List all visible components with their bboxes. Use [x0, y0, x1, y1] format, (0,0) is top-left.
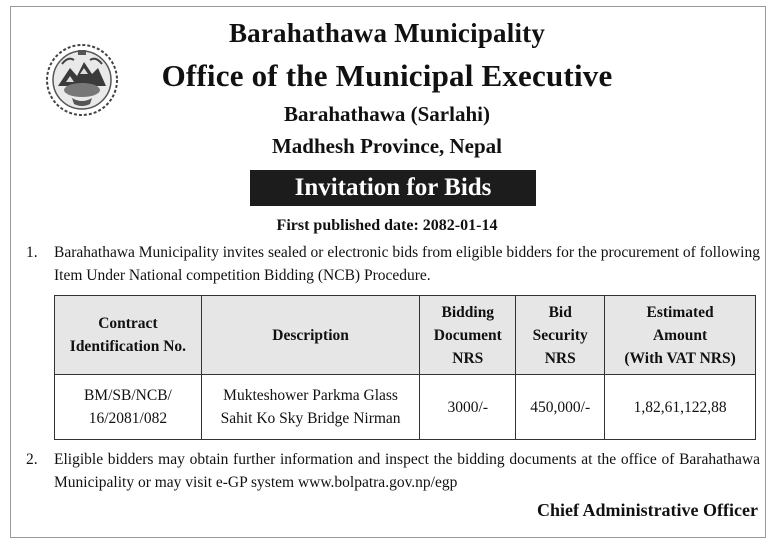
paragraph-2-text: Eligible bidders may obtain further information and inspect the bidding documents at the office of Barahathawa Municipality or may visit e-GP system www.bolpatra.gov.np/egp — [54, 451, 760, 491]
col-estimated-amount-line3: (With VAT NRS) — [624, 349, 736, 367]
cell-contract-id-line1: BM/SB/NCB/ — [83, 387, 172, 404]
table-row — [55, 375, 756, 440]
office-name: Office of the Municipal Executive — [161, 58, 613, 93]
municipality-name: Barahathawa Municipality — [228, 18, 546, 48]
cell-bid-security: 450,000/- — [516, 375, 605, 440]
col-estimated-amount — [605, 296, 756, 375]
col-bid-security-line3: NRS — [544, 349, 576, 367]
col-description: Description — [201, 296, 420, 375]
col-bid-security-line2: Security — [532, 326, 588, 344]
paragraph-1 — [26, 241, 760, 287]
invitation-banner: Invitation for Bids — [250, 170, 536, 206]
col-contract-id — [55, 296, 202, 375]
cell-contract-id-line2: 16/2081/082 — [88, 410, 168, 427]
col-contract-id-line2: Identification No. — [69, 338, 187, 355]
cell-bidding-document: 3000/- — [420, 375, 516, 440]
col-bidding-document-line2: Document — [433, 326, 502, 344]
col-estimated-amount-line1: Estimated — [646, 303, 714, 321]
bids-table — [54, 295, 756, 440]
cell-contract-id — [55, 375, 202, 440]
published-date: First published date: 2082-01-14 — [276, 217, 498, 234]
cell-description — [201, 375, 420, 440]
col-bidding-document — [420, 296, 516, 375]
paragraph-1-text: Barahathawa Municipality invites sealed or electronic bids from eligible bidders for the procurement of following Item Under National competition Bidding (NCB) Procedure. — [54, 244, 760, 284]
location-district: Barahathawa (Sarlahi) — [284, 102, 490, 126]
paragraph-2-number: 2. — [26, 451, 38, 468]
table-header-row — [55, 296, 756, 375]
cell-description-line2: Sahit Ko Sky Bridge Nirman — [220, 410, 401, 427]
paragraph-1-number: 1. — [26, 244, 38, 261]
location-province: Madhesh Province, Nepal — [271, 134, 503, 158]
paragraph-2 — [26, 448, 760, 494]
col-bidding-document-line1: Bidding — [441, 303, 495, 321]
col-estimated-amount-line2: Amount — [652, 326, 708, 344]
cell-description-line1: Mukteshower Parkma Glass — [223, 387, 398, 404]
col-contract-id-line1: Contract — [98, 315, 158, 332]
col-bid-security — [516, 296, 605, 375]
cell-estimated-amount: 1,82,61,122,88 — [605, 375, 756, 440]
signature-title: Chief Administrative Officer — [537, 500, 758, 520]
col-bid-security-line1: Bid — [548, 303, 572, 321]
col-bidding-document-line3: NRS — [452, 349, 484, 367]
